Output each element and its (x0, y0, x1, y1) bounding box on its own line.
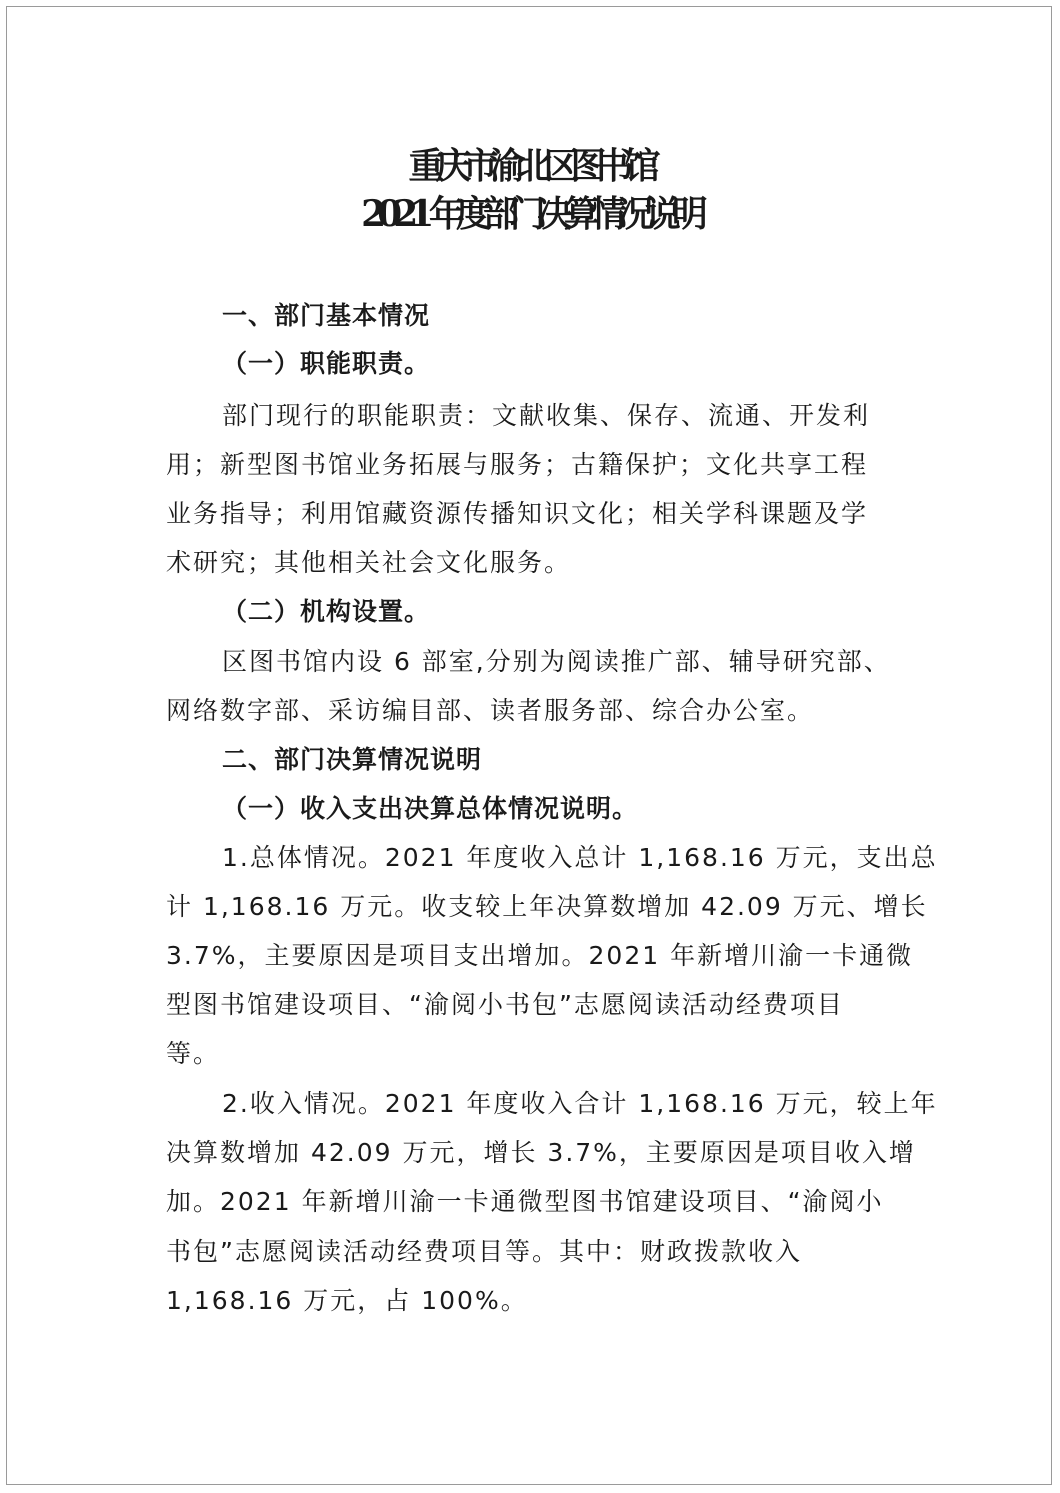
paragraph-line: 部门现行的职能职责：文献收集、保存、流通、开发利 (222, 401, 871, 430)
document-title-line2: 2021 年度部门决算情况说明 (361, 193, 699, 235)
paragraph-line: 2.收入情况。2021 年度收入合计 1,168.16 万元，较上年 (222, 1089, 938, 1118)
section-heading-2: 二、部门决算情况说明 (222, 745, 483, 774)
paragraph-line: 术研究；其他相关社会文化服务。 (166, 548, 572, 577)
paragraph-line: 用；新型图书馆业务拓展与服务；古籍保护；文化共享工程 (166, 450, 869, 479)
paragraph-line: 区图书馆内设 6 部室,分别为阅读推广部、辅导研究部、 (222, 647, 891, 676)
paragraph-line: 等。 (166, 1039, 221, 1068)
paragraph-line: 书包”志愿阅读活动经费项目等。其中：财政拨款收入 (166, 1237, 802, 1266)
paragraph-line: 计 1,168.16 万元。收支较上年决算数增加 42.09 万元、增长 (166, 892, 928, 921)
paragraph-line: 1.总体情况。2021 年度收入总计 1,168.16 万元，支出总 (222, 843, 938, 872)
paragraph-line: 网络数字部、采访编目部、读者服务部、综合办公室。 (166, 696, 815, 725)
paragraph-line: 加。2021 年新增川渝一卡通微型图书馆建设项目、“渝阅小 (166, 1187, 884, 1216)
subsection-heading-1-1: （一）职能职责。 (222, 349, 431, 378)
paragraph-line: 决算数增加 42.09 万元，增长 3.7%，主要原因是项目收入增 (166, 1138, 916, 1167)
paragraph-line: 1,168.16 万元，占 100%。 (166, 1286, 528, 1315)
subsection-heading-1-2: （二）机构设置。 (222, 597, 431, 626)
document-title-line1: 重庆市渝北区图书馆 (408, 145, 652, 187)
subsection-heading-2-1: （一）收入支出决算总体情况说明。 (222, 794, 639, 823)
section-heading-1: 一、部门基本情况 (222, 301, 431, 330)
paragraph-line: 业务指导；利用馆藏资源传播知识文化；相关学科课题及学 (166, 499, 869, 528)
paragraph-line: 型图书馆建设项目、“渝阅小书包”志愿阅读活动经费项目 (166, 990, 844, 1019)
paragraph-line: 3.7%，主要原因是项目支出增加。2021 年新增川渝一卡通微 (166, 941, 914, 970)
